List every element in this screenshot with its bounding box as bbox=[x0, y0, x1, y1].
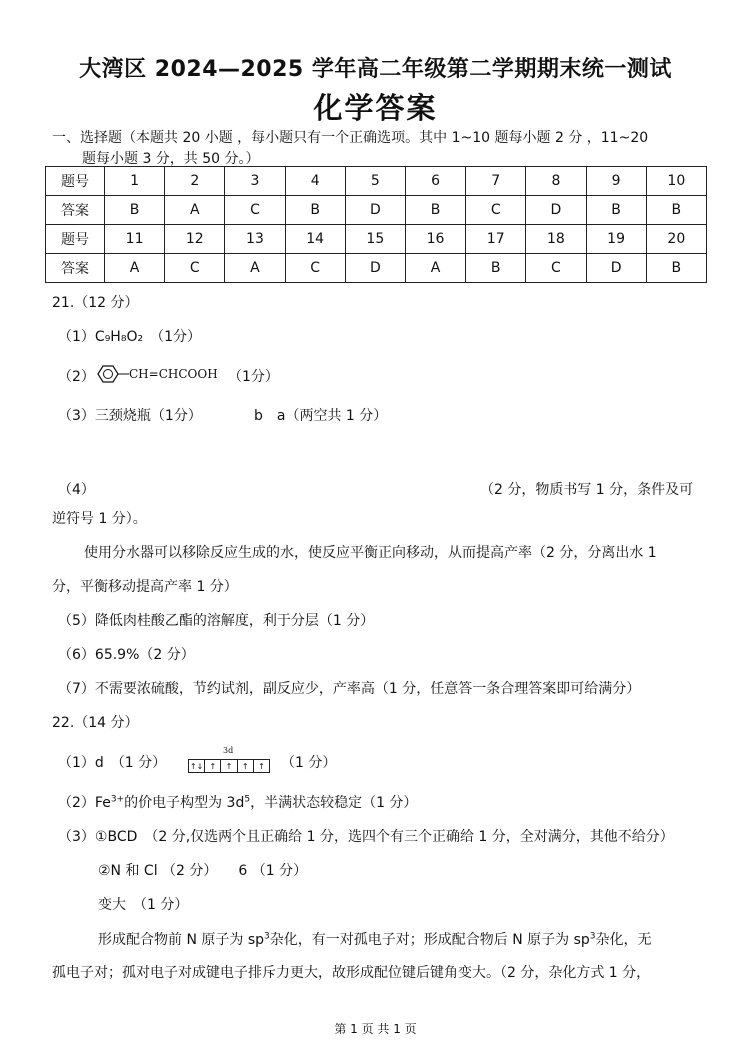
q21-part2-prefix: （2） bbox=[58, 369, 95, 385]
q21-part3: （3）三颈烧瓶（1分） bbox=[58, 408, 202, 424]
table-cell: C bbox=[285, 254, 345, 283]
q21-part6: （6）65.9%（2 分） bbox=[58, 647, 195, 663]
table-cell: B bbox=[646, 196, 706, 225]
q22-part3-4b: 杂化，有一对孤电子对；形成配合物后 N 原子为 sp bbox=[269, 932, 590, 948]
table-cell: B bbox=[105, 196, 165, 225]
q22-part2-a: （2）Fe bbox=[58, 795, 111, 811]
table-cell: C bbox=[225, 196, 285, 225]
table-cell: 11 bbox=[105, 225, 165, 254]
q22-part3-4sup2: 3 bbox=[589, 931, 596, 942]
table-cell: 10 bbox=[646, 167, 706, 196]
table-cell: A bbox=[165, 196, 225, 225]
table-cell: 19 bbox=[586, 225, 646, 254]
page-footer: 第 1 页 共 1 页 bbox=[334, 1022, 417, 1036]
q22-part3-4sup: 3 bbox=[264, 931, 270, 942]
q21-part4-note-cont: 逆符号 1 分）。 bbox=[52, 511, 147, 527]
table-cell: 17 bbox=[466, 225, 526, 254]
orbital-box: ↑ bbox=[221, 759, 237, 773]
table-cell: A bbox=[105, 254, 165, 283]
orbital-label: 3d bbox=[223, 746, 234, 755]
table-cell: 12 bbox=[165, 225, 225, 254]
q21-part1 bbox=[58, 326, 201, 346]
table-row-label: 题号 bbox=[46, 225, 105, 254]
table-cell: 3 bbox=[225, 167, 285, 196]
table-cell: 16 bbox=[405, 225, 465, 254]
table-cell: B bbox=[285, 196, 345, 225]
table-cell: 7 bbox=[466, 167, 526, 196]
table-cell: 4 bbox=[285, 167, 345, 196]
orbital-diagram bbox=[188, 759, 270, 773]
section1-heading: 一、选择题（本题共 20 小题 ，每小题只有一个正确选项。其中 1~10 题每小题 2 分 ，11~20 bbox=[52, 130, 649, 146]
table-cell: D bbox=[345, 196, 405, 225]
q22-part1: （1）d （1 分） bbox=[58, 755, 167, 771]
table-row bbox=[46, 254, 707, 283]
q21-part4-explain: 使用分水器可以移除反应生成的水，使反应平衡正向移动，从而提高产率（2 分，分离出水 1 bbox=[84, 545, 657, 561]
table-row-label: 题号 bbox=[46, 167, 105, 196]
q22-part2-b: 的价电子构型为 3d bbox=[124, 795, 245, 811]
table-cell: 5 bbox=[345, 167, 405, 196]
table-cell: 18 bbox=[526, 225, 586, 254]
table-cell: 1 bbox=[105, 167, 165, 196]
table-cell: 9 bbox=[586, 167, 646, 196]
orbital-box: ↑↓ bbox=[188, 759, 205, 773]
q22-part3-3: 变大 （1 分） bbox=[98, 897, 189, 913]
table-row bbox=[46, 196, 707, 225]
q22-part1-score: （1 分） bbox=[281, 755, 337, 771]
q21-part3-answer: b a（两空共 1 分） bbox=[254, 408, 388, 424]
benzene-ring-icon bbox=[92, 363, 130, 385]
q22-part2-sup2: 5 bbox=[244, 794, 251, 805]
table-row-label: 答案 bbox=[46, 196, 105, 225]
table-cell: 6 bbox=[405, 167, 465, 196]
table-cell: 2 bbox=[165, 167, 225, 196]
table-cell: B bbox=[646, 254, 706, 283]
table-cell: B bbox=[586, 196, 646, 225]
q21-part5: （5）降低肉桂酸乙酯的溶解度，利于分层（1 分） bbox=[58, 613, 375, 629]
section1-heading-cont: 题每小题 3 分，共 50 分。） bbox=[82, 151, 260, 167]
q21-part4-explain-cont: 分，平衡移动提高产率 1 分） bbox=[52, 579, 238, 595]
orbital-box: ↑ bbox=[238, 759, 254, 773]
table-cell: C bbox=[466, 196, 526, 225]
q21-title: 21.（12 分） bbox=[52, 295, 139, 311]
table-cell: 13 bbox=[225, 225, 285, 254]
q22-part3-4 bbox=[98, 929, 652, 949]
orbital-box: ↑ bbox=[205, 759, 221, 773]
q22-part2-c: ，半满状态较稳定（1 分） bbox=[250, 795, 418, 811]
table-cell: 15 bbox=[345, 225, 405, 254]
table-row bbox=[46, 167, 707, 196]
table-cell: 14 bbox=[285, 225, 345, 254]
q22-part3-1: （3）①BCD （2 分,仅选两个且正确给 1 分，选四个有三个正确给 1 分，全对满分，其他不给分） bbox=[58, 829, 674, 845]
table-cell: D bbox=[586, 254, 646, 283]
q21-formula: C₉H₈O₂ bbox=[94, 329, 144, 345]
table-cell: D bbox=[345, 254, 405, 283]
table-row bbox=[46, 225, 707, 254]
q21-part1-score: （1分） bbox=[157, 329, 202, 345]
table-cell: B bbox=[466, 254, 526, 283]
table-cell: C bbox=[526, 254, 586, 283]
q21-part2-score: （1分） bbox=[228, 369, 279, 385]
table-row-label: 答案 bbox=[46, 254, 105, 283]
q22-part3-5: 孤电子对；孤对电子对成键电子排斥力更大，故形成配位键后键角变大。（2 分，杂化方式 1 分， bbox=[52, 965, 651, 981]
table-cell: A bbox=[225, 254, 285, 283]
table-cell: 8 bbox=[526, 167, 586, 196]
orbital-box: ↑ bbox=[254, 759, 270, 773]
answer-table bbox=[45, 166, 707, 283]
q22-part3-4c: 杂化，无 bbox=[595, 932, 652, 948]
q22-part3-4a: 形成配合物前 N 原子为 sp bbox=[98, 932, 265, 948]
q21-part4-prefix: （4） bbox=[58, 482, 95, 498]
table-cell: A bbox=[405, 254, 465, 283]
table-cell: C bbox=[165, 254, 225, 283]
table-cell: 20 bbox=[646, 225, 706, 254]
q22-part3-2: ②N 和 Cl （2 分） 6 （1 分） bbox=[98, 863, 308, 879]
q22-part2-sup: 3+ bbox=[110, 794, 125, 805]
q22-part2 bbox=[58, 792, 417, 812]
table-cell: B bbox=[405, 196, 465, 225]
document-subtitle: 化学答案 bbox=[313, 91, 438, 125]
q21-cinnamic-acid: CH=CHCOOH bbox=[129, 367, 218, 381]
q21-part4-note: （2 分，物质书写 1 分，条件及可 bbox=[480, 482, 694, 498]
table-cell: D bbox=[526, 196, 586, 225]
q22-title: 22.（14 分） bbox=[52, 715, 139, 731]
q21-part7: （7）不需要浓硫酸，节约试剂，副反应少，产率高（1 分，任意答一条合理答案即可给满分） bbox=[58, 681, 641, 697]
q21-part1-prefix: （1） bbox=[58, 329, 95, 345]
document-title: 大湾区 2024—2025 学年高二年级第二学期期末统一测试 bbox=[79, 57, 672, 82]
